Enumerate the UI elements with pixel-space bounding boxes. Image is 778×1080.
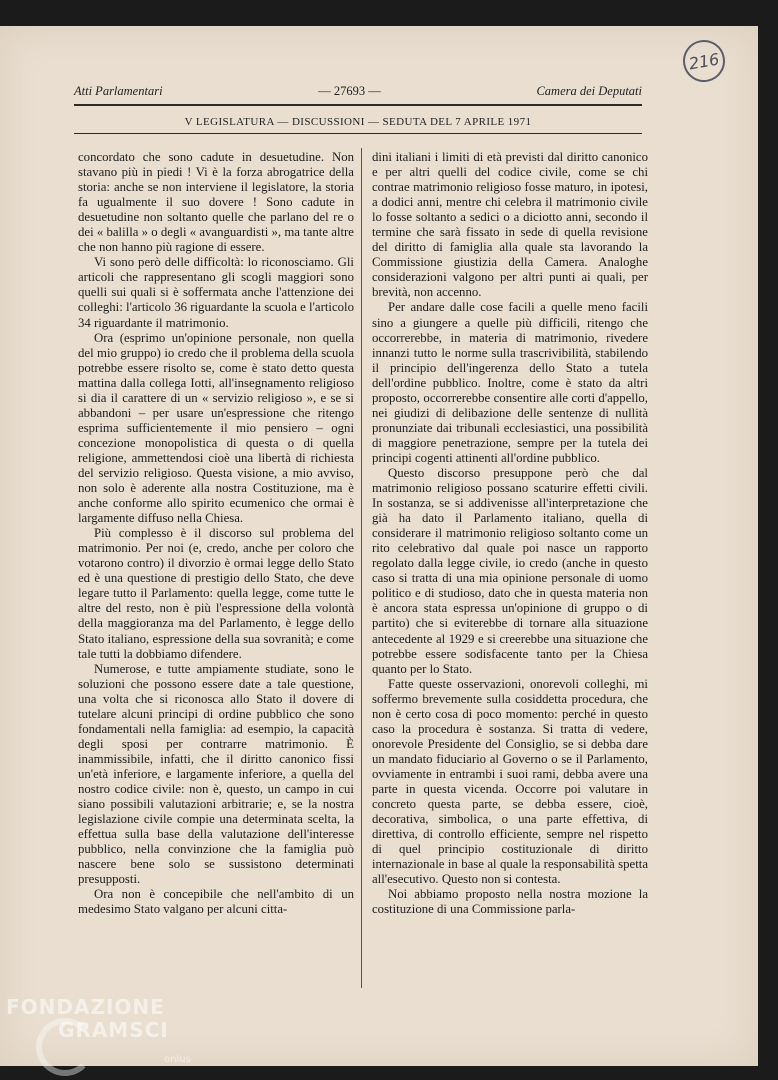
header-right: Camera dei Deputati	[536, 84, 642, 98]
paragraph: Fatte queste osservazioni, onorevoli colleghi, mi soffermo brevemente sulla cosiddetta procedura, che non è certo cosa di poco momento: perché in questo caso la procedura è sostanza. Si tratta di vedere, onorevole Presidente del Consiglio, se si debba dare un mandato fiduciario al Governo o se il Parlamento, ovviamente in entrambi i suoi rami, debba avere una parte in questa vicenda. Occorre poi valutare in concreto questa parte, se debba essere, cioè, decorativa, simbolica, o una parte effettiva, di direttiva, di controllo efficiente, sempre nel rispetto di quel principio costituzionale di diritto internazionale in base al quale la responsabilità spetta all'esecutivo. Questo non si contesta.	[372, 676, 648, 887]
paragraph: Numerose, e tutte ampiamente studiate, sono le soluzioni che possono essere date a tale questione, una volta che si riconosca allo Stato il dovere di tutelare alcuni principi di ordine pubblico che sono fondamentali nella famiglia: ad esempio, la capacità degli sposi per contrarre matrimonio. È inammissibile, infatti, che il diritto canonico fissi un'età inferiore, e largamente inferiore, a quella del nostro codice civile: non è, questo, un campo in cui siano possibili valutazioni arbitrarie; e, se la nostra legislazione civile compie una determinata scelta, la effettua sulla base della valutazione dell'interesse pubblico, nella convinzione che la famiglia può nascere bene solo se sussistono determinati presupposti.	[78, 661, 354, 887]
subheader-rule	[74, 133, 642, 134]
page-header	[74, 84, 642, 99]
paragraph: concordato che sono cadute in desuetudine. Non stavano più in piedi ! Vi è la forza abrogatrice della storia: anche se non interviene il legislatore, la storia fa ugualmente il suo dovere ! Sono cadute in desuetudine non soltanto quelle che parlano del re o dei « balilla » o degli « avanguardisti », ma tante altre che non hanno più ragione di essere.	[78, 150, 354, 255]
logo-line1: FONDAZIONE	[6, 995, 165, 1019]
page-number: — 27693 —	[318, 84, 381, 98]
header-rule	[74, 104, 642, 106]
paragraph: Questo discorso presuppone però che dal matrimonio religioso possano scaturire effetti civili. In sostanza, se si addivenisse all'interpretazione che già ha dato il Parlamento italiano, quella di considerare il matrimonio religioso soltanto come un rito celebrativo dal quale poi nasce un rapporto regolato dalla legge civile, io credo (anche in questo caso si tratta di una mia opinione personale di uomo politico e di studioso, dato che in questa materia non è ancora stata espressa un'opinione di gruppo o di partito) che si eviterebbe di tornare alla situazione antecedente al 1929 e si creerebbe una situazione che potrebbe essere sodisfacente tanto per la Chiesa quanto per lo Stato.	[372, 465, 648, 676]
paragraph: Noi abbiamo proposto nella nostra mozione la costituzione di una Commissione parla-	[372, 887, 648, 917]
logo-sub: onlus	[164, 1054, 191, 1065]
logo-line2: GRAMSCI	[58, 1018, 169, 1042]
paragraph: dini italiani i limiti di età previsti dal diritto canonico e per altri quelli del codice civile, come se chi contrae matrimonio religioso fosse maturo, in ipotesi, a dodici anni, mentre chi celebra il matrimonio civile lo fosse soltanto a sedici o a diciotto anni, secondo il termine che sarà fissato in sede di quella revisione del diritto di famiglia alla quale sta lavorando la Commissione giustizia della Camera. Analoghe considerazioni valgono per altri punti ai quali, per brevità, non accenno.	[372, 150, 648, 300]
right-column	[372, 150, 648, 917]
paragraph: Ora (esprimo un'opinione personale, non quella del mio gruppo) io credo che il problema della scuola potrebbe essere risolto se, come è stato detto questa mattina dalla collega Iotti, all'insegnamento religioso si dia il carattere di un « servizio religioso », e se si abbandoni – per usare un'espressione che ritengo esprima sufficientemente il mio pensiero – ogni concezione monopolistica di questa o di quella religione, ammettendosi cioè una libertà di richiesta del servizio religioso. Questa visione, a mio avviso, non solo è aderente alla nostra Costituzione, ma è anche conforme allo spirito ecumenico che ormai è largamente diffuso nella Chiesa.	[78, 330, 354, 526]
archive-stamp: 216	[680, 37, 729, 86]
session-subheader: V LEGISLATURA — DISCUSSIONI — SEDUTA DEL 7 APRILE 1971	[184, 116, 532, 128]
paragraph: Vi sono però delle difficoltà: lo riconosciamo. Gli articoli che rappresentano gli scogli maggiori sono quelli sui quali si è soffermata anche l'attenzione dei colleghi: l'articolo 36 riguardante la scuola e l'articolo 34 riguardante il matrimonio.	[78, 255, 354, 330]
header-left: Atti Parlamentari	[74, 84, 163, 98]
paragraph: Ora non è concepibile che nell'ambito di un medesimo Stato valgano per alcuni citta-	[78, 887, 354, 917]
logo-ring-icon	[36, 1018, 94, 1076]
document-page	[0, 26, 758, 1066]
fondazione-gramsci-logo	[6, 995, 191, 1065]
paragraph: Per andare dalle cose facili a quelle meno facili sino a giungere a quelle più difficili, ritengo che occorrerebbe, in materia di matrimonio, rivedere innanzi tutto le norme sulla trascrivibilità, stabilendo il principio dell'ingerenza dello Stato a tutela dell'ordine pubblico. Inoltre, come è stato da altri proposto, occorrerebbe consentire alle corti d'appello, nei giudizi di delibazione delle sentenze di nullità pronunziate dai tribunali ecclesiastici, una possibilità di maggiore penetrazione, sempre per la tutela dei principi cogenti attinenti all'ordine pubblico.	[372, 300, 648, 465]
left-column	[78, 150, 354, 917]
column-divider	[361, 148, 362, 988]
paragraph: Più complesso è il discorso sul problema del matrimonio. Per noi (e, credo, anche per coloro che votarono contro) il divorzio è ormai legge dello Stato ed è una questione di prestigio dello Stato, che deve legare tutto il Parlamento: quella legge, come tutte le altre del resto, non è più l'espressione della volontà della maggioranza ma del Parlamento, è legge dello Stato italiano, espressione della sua sovranità; e come tale tutti la dobbiamo difendere.	[78, 526, 354, 661]
